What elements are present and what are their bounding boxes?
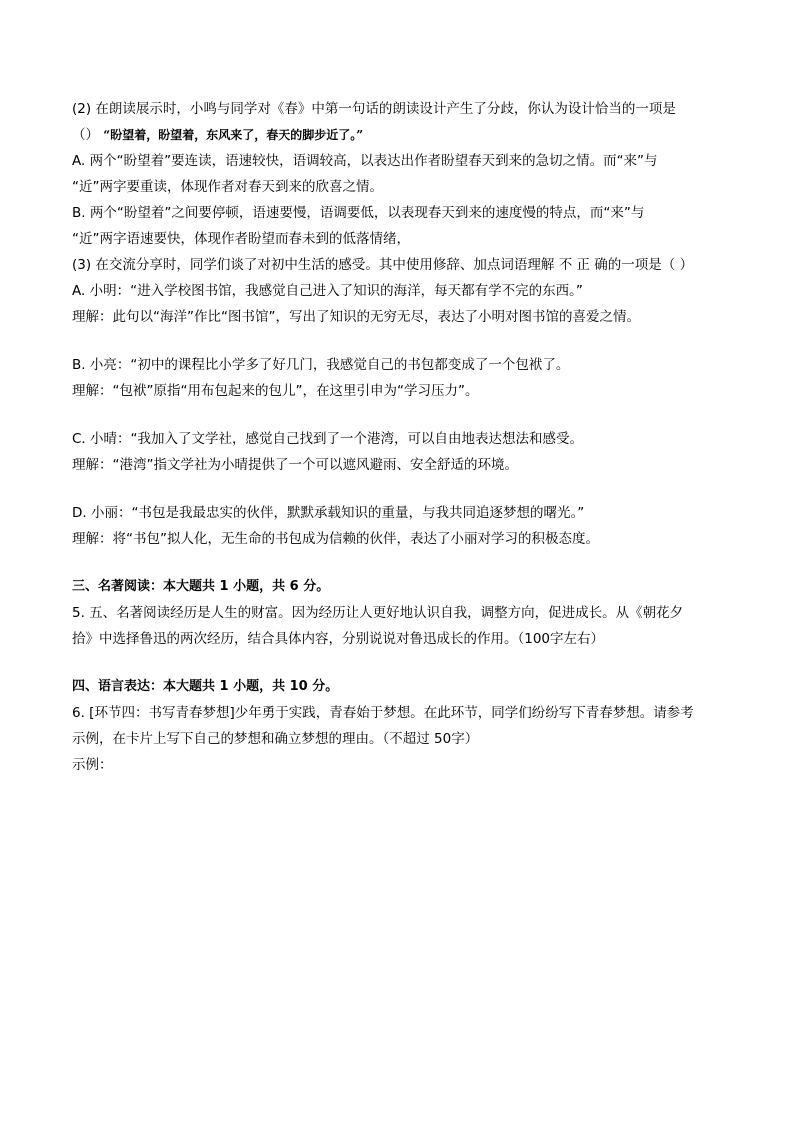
q3-option-b-explain: 理解：“包袱”原指“用布包起来的包儿”，在这里引申为“学习压力”。 bbox=[72, 383, 479, 399]
spacer bbox=[72, 552, 732, 574]
q6-example-label: 示例： bbox=[72, 757, 113, 773]
spacer bbox=[72, 478, 732, 500]
q6-line-2: 示例，在卡片上写下自己的梦想和确立梦想的理由。（不超过 50字） bbox=[72, 731, 479, 747]
spacer bbox=[72, 330, 732, 352]
section-3-heading: 三、名著阅读：本大题共 1 小题，共 6 分。 bbox=[72, 579, 330, 594]
q2-stem: (2) 在朗读展示时，小鸣与同学对《春》中第一句话的朗读设计产生了分歧，你认为设计恰当的一项是 bbox=[72, 101, 676, 117]
q3-stem: (3) 在交流分享时，同学们谈了对初中生活的感受。其中使用修辞、加点词语理解 不 正 确的一项是（ ） bbox=[72, 257, 694, 273]
spacer bbox=[72, 404, 732, 426]
spacer bbox=[72, 652, 732, 674]
q3-option-a-quote: A. 小明：“进入学校图书馆，我感觉自己进入了知识的海洋，每天都有学不完的东西。” bbox=[72, 283, 583, 299]
q5-line-2: 拾》中选择鲁迅的两次经历，结合具体内容，分别说说对鲁迅成长的作用。（100字左右） bbox=[72, 631, 605, 647]
section-4-heading: 四、语言表达：本大题共 1 小题，共 10 分。 bbox=[72, 679, 339, 694]
q2-option-a-line-2: “近”两字要重读，体现作者对春天到来的欣喜之情。 bbox=[72, 179, 383, 195]
q3-option-a-explain: 理解：此句以“海洋”作比“图书馆”，写出了知识的无穷无尽，表达了小明对图书馆的喜爱之情。 bbox=[72, 309, 640, 325]
q6-line-1: 6. [环节四：书写青春梦想]少年勇于实践，青春始于梦想。在此环节，同学们纷纷写下青春梦想。请参考 bbox=[72, 705, 694, 721]
q5-line-1: 5. 五、名著阅读经历是人生的财富。因为经历让人更好地认识自我，调整方向，促进成长。从《朝花夕 bbox=[72, 605, 684, 621]
exam-page bbox=[72, 96, 732, 778]
q2-quote-line bbox=[72, 122, 732, 148]
q2-quote: “盼望着，盼望着，东风来了，春天的脚步近了。” bbox=[103, 128, 364, 142]
q2-option-b-line-2: “近”两字语速要快，体现作者盼望而春未到的低落情绪， bbox=[72, 231, 410, 247]
q3-option-b-quote: B. 小亮：“初中的课程比小学多了好几门，我感觉自己的书包都变成了一个包袱了。 bbox=[72, 357, 570, 373]
q2-answer-bracket: （） bbox=[72, 127, 99, 143]
q3-option-d-quote: D. 小丽：“书包是我最忠实的伙伴，默默承载知识的重量，与我共同追逐梦想的曙光。” bbox=[72, 505, 585, 521]
q2-option-a-line-1: A. 两个“盼望着”要连读，语速较快，语调较高，以表达出作者盼望春天到来的急切之情。而“来”与 bbox=[72, 153, 658, 169]
q3-option-d-explain: 理解：将“书包”拟人化，无生命的书包成为信赖的伙伴，表达了小丽对学习的积极态度。 bbox=[72, 531, 599, 547]
q2-option-b-line-1: B. 两个“盼望着”之间要停顿，语速要慢，语调要低，以表现春天到来的速度慢的特点，而“来”与 bbox=[72, 205, 645, 221]
q3-option-c-explain: 理解：“港湾”指文学社为小晴提供了一个可以遮风避雨、安全舒适的环境。 bbox=[72, 457, 518, 473]
q3-option-c-quote: C. 小晴：“我加入了文学社，感觉自己找到了一个港湾，可以自由地表达想法和感受。 bbox=[72, 431, 584, 447]
